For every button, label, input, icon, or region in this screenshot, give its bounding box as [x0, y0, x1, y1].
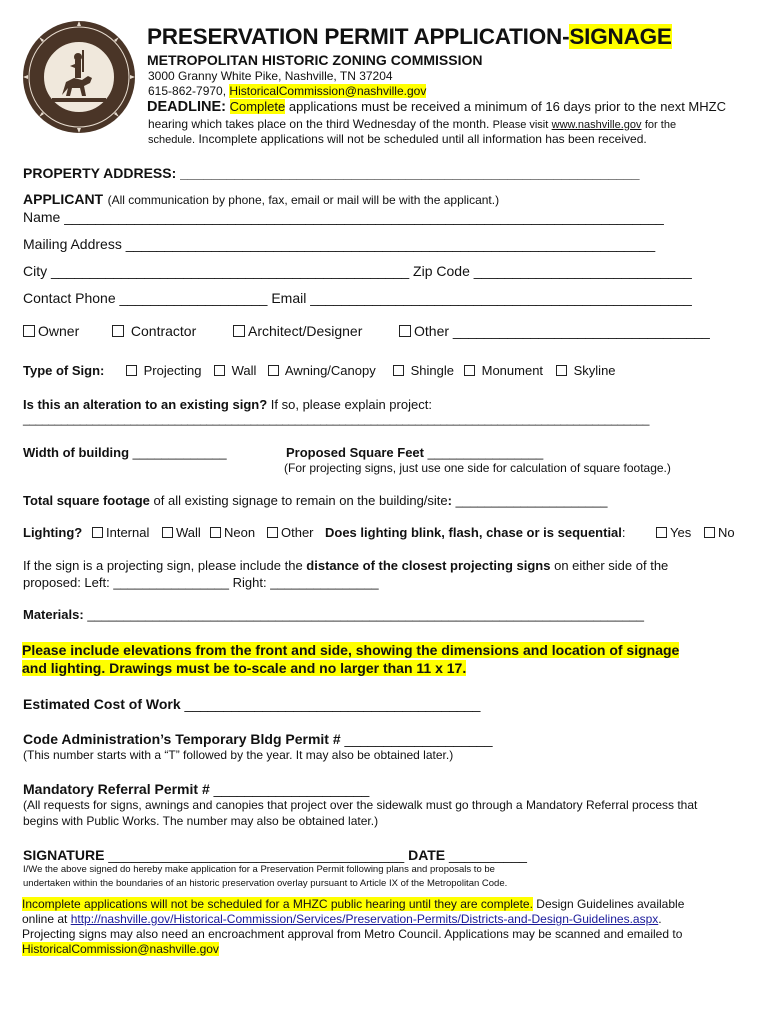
deadline-visit: Please visit	[492, 119, 549, 131]
yes-checkbox[interactable]	[656, 527, 667, 538]
deadline-text: applications must be received a minimum of 16 days prior to the next MHZC	[288, 99, 726, 114]
elevations-notice-line2: and lighting. Drawings must be to-scale and no larger than 11 x 17.	[22, 660, 467, 676]
sqft-line[interactable]: ________________	[427, 445, 544, 460]
monument-checkbox[interactable]	[464, 365, 475, 376]
date-line[interactable]: __________	[449, 847, 527, 863]
city-zip-field[interactable]: City ______________________________________________ Zip Code ____________________________	[23, 263, 692, 279]
role-contractor[interactable]: Contractor	[112, 323, 196, 339]
code-permit-line[interactable]: ___________________	[344, 731, 493, 747]
commission-name: METROPOLITAN HISTORIC ZONING COMMISSION	[147, 52, 483, 68]
role-architect[interactable]: Architect/Designer	[233, 323, 362, 339]
blink-yes[interactable]: Yes	[656, 525, 691, 540]
lighting-other-checkbox[interactable]	[267, 527, 278, 538]
signature-note-2: undertaken within the boundaries of an historic preservation overlay pursuant to Article IX of the Metropolitan Code.	[23, 878, 508, 889]
materials-label: Materials:	[23, 607, 84, 622]
lighting-other[interactable]: Other	[267, 525, 314, 540]
mailing-address-field[interactable]: Mailing Address ____________________________________________________________________	[23, 236, 656, 252]
mandatory-referral-label: Mandatory Referral Permit #	[23, 781, 210, 797]
neon-checkbox[interactable]	[210, 527, 221, 538]
design-guidelines-link[interactable]: http://nashville.gov/Historical-Commission/Services/Preservation-Permits/Districts-and-Design-Guidelines.aspx	[70, 912, 659, 926]
projecting-text-a: If the sign is a projecting sign, please include the	[23, 558, 303, 573]
applicant-label: APPLICANT	[23, 191, 104, 207]
commission-phone: 615-862-7970,	[148, 84, 227, 98]
signature-line[interactable]: ______________________________________	[108, 847, 405, 863]
sqft-note: (For projecting signs, just use one side for calculation of square footage.)	[284, 461, 671, 475]
deadline-label: DEADLINE:	[147, 99, 226, 115]
lighting-internal[interactable]: Internal	[92, 525, 149, 540]
name-field[interactable]: Name _____________________________________________________________________________	[23, 209, 664, 225]
alteration-question: Is this an alteration to an existing sign?	[23, 397, 268, 412]
footer-incomplete-notice: Incomplete applications will not be scheduled for a MHZC public hearing until they are complete.	[22, 897, 533, 911]
footer-scan-email: Applications may be scanned and emailed to	[441, 927, 683, 941]
deadline-url[interactable]: www.nashville.gov	[551, 119, 642, 131]
wall-checkbox[interactable]	[214, 365, 225, 376]
mandatory-referral-note-1: (All requests for signs, awnings and canopies that project over the sidewalk must go through a Mandatory Referral process that	[23, 798, 698, 812]
mandatory-referral-note-2: begins with Public Works. The number may also be obtained later.)	[23, 814, 379, 828]
contractor-checkbox[interactable]	[112, 325, 124, 337]
lighting-wall-checkbox[interactable]	[162, 527, 173, 538]
deadline-complete: Complete	[229, 99, 286, 114]
other-checkbox[interactable]	[399, 325, 411, 337]
alteration-line[interactable]: ___________________________________________________________________________________________________	[23, 412, 650, 426]
projecting-text-b: distance of the closest projecting signs	[306, 558, 551, 573]
commission-email[interactable]: HistoricalCommission@nashville.gov	[229, 84, 427, 98]
awning-checkbox[interactable]	[268, 365, 279, 376]
shingle-checkbox[interactable]	[393, 365, 404, 376]
role-owner[interactable]: Owner	[23, 323, 79, 339]
alteration-note: If so, please explain project:	[270, 397, 432, 412]
date-label: DATE	[408, 847, 446, 863]
cost-label: Estimated Cost of Work	[23, 696, 181, 712]
contact-email-field[interactable]: Contact Phone ___________________ Email _________________________________________________	[23, 290, 692, 306]
projecting-text-c: on either side of the	[554, 558, 669, 573]
architect-checkbox[interactable]	[233, 325, 245, 337]
code-permit-note: (This number starts with a “T” followed by the year. It may also be obtained later.)	[23, 748, 454, 762]
commission-address: 3000 Granny White Pike, Nashville, TN 37204	[148, 69, 393, 83]
sign-type-skyline[interactable]: Skyline	[556, 363, 616, 378]
sign-type-awning[interactable]: Awning/Canopy	[268, 363, 376, 378]
width-line[interactable]: _____________	[132, 445, 227, 460]
deadline-hearing: hearing which takes place on the third Wednesday of the month.	[148, 117, 490, 131]
signature-note-1: I/We the above signed do hereby make application for a Preservation Permit following plans and proposals to be	[23, 864, 495, 875]
lighting-neon[interactable]: Neon	[210, 525, 255, 540]
deadline-schedule: schedule.	[148, 134, 196, 146]
sign-type-wall[interactable]: Wall	[214, 363, 256, 378]
internal-checkbox[interactable]	[92, 527, 103, 538]
owner-checkbox[interactable]	[23, 325, 35, 337]
property-address-field[interactable]: PROPERTY ADDRESS: ___________________________________________________________	[23, 165, 640, 181]
sign-type-projecting[interactable]: Projecting	[126, 363, 201, 378]
total-sqft-label: Total square footage	[23, 493, 150, 508]
skyline-checkbox[interactable]	[556, 365, 567, 376]
footer-email[interactable]: HistoricalCommission@nashville.gov	[22, 942, 219, 956]
no-checkbox[interactable]	[704, 527, 715, 538]
footer-guidelines: Design Guidelines available	[536, 897, 685, 911]
footer-encroachment: Projecting signs may also need an encroachment approval from Metro Council.	[22, 927, 442, 941]
cost-line[interactable]: ______________________________________	[184, 696, 481, 712]
materials-line[interactable]: _____________________________________________________________________________	[87, 607, 645, 622]
total-sqft-desc: of all existing signage to remain on the building/site	[153, 493, 448, 508]
footer-online-at: online at	[22, 912, 68, 926]
blink-no[interactable]: No	[704, 525, 735, 540]
signature-label: SIGNATURE	[23, 847, 105, 863]
form-title-signage: SIGNAGE	[569, 24, 672, 49]
applicant-note: (All communication by phone, fax, email or mail will be with the applicant.)	[107, 193, 500, 207]
projecting-checkbox[interactable]	[126, 365, 137, 376]
width-label: Width of building	[23, 445, 130, 460]
mandatory-referral-line[interactable]: ____________________	[213, 781, 370, 797]
deadline-forthe: for the	[644, 119, 677, 131]
total-sqft-line[interactable]: _____________________	[455, 493, 608, 508]
deadline-incomplete: Incomplete applications will not be scheduled until all information has been received.	[198, 132, 647, 146]
code-permit-label: Code Administration’s Temporary Bldg Permit #	[23, 731, 341, 747]
elevations-notice-line1: Please include elevations from the front and side, showing the dimensions and location of signage	[22, 642, 680, 658]
sign-type-shingle[interactable]: Shingle	[393, 363, 454, 378]
metro-seal-logo	[22, 20, 136, 134]
lighting-label: Lighting?	[23, 525, 83, 540]
blink-question: Does lighting blink, flash, chase or is sequential	[325, 525, 622, 540]
sign-type-monument[interactable]: Monument	[464, 363, 543, 378]
sqft-label: Proposed Square Feet	[286, 445, 424, 460]
projecting-left-right-fields[interactable]: proposed: Left: ________________ Right: _______________	[23, 575, 379, 590]
lighting-wall[interactable]: Wall	[162, 525, 201, 540]
role-other[interactable]: Other _________________________________	[399, 323, 710, 339]
sign-type-label: Type of Sign:	[23, 363, 105, 378]
form-title: PRESERVATION PERMIT APPLICATION-	[147, 24, 570, 49]
